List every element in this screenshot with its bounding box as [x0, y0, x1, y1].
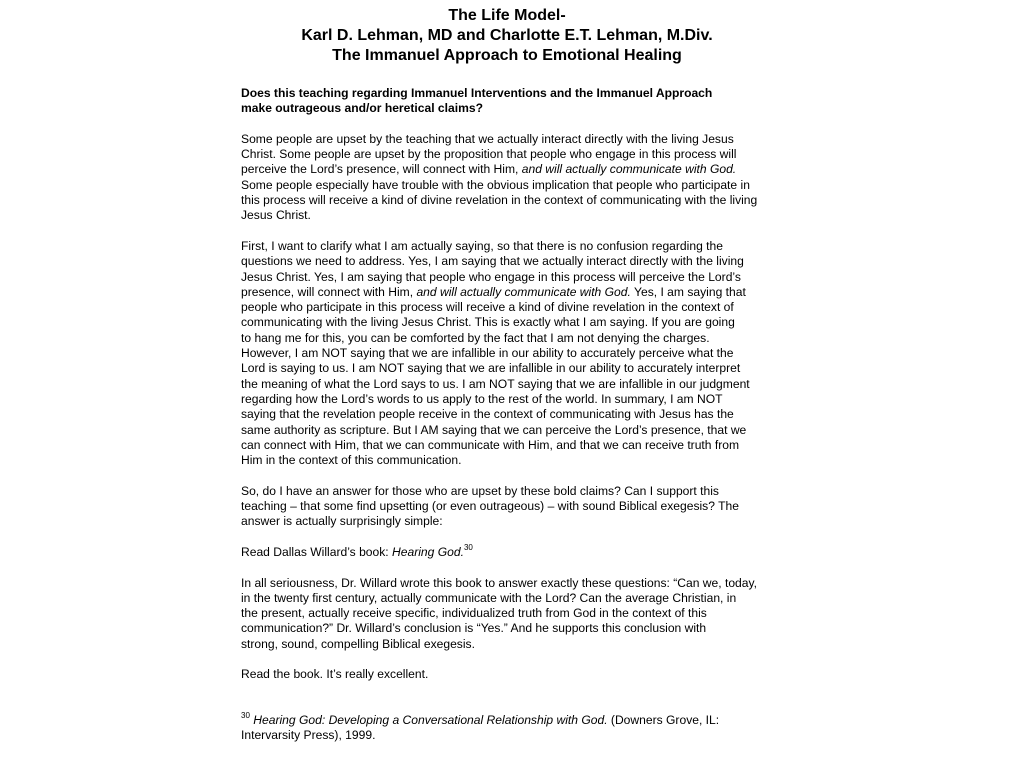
text-line: saying that the revelation people receive in the context of communicating with Jesus has the — [241, 407, 734, 422]
paragraph-1 — [241, 132, 793, 224]
footnote-line: Intervarsity Press), 1999. — [241, 728, 376, 743]
text-line: questions we need to address. Yes, I am saying that we actually interact directly with the living — [241, 254, 744, 269]
paragraph-3 — [241, 484, 793, 530]
text-line: answer is actually surprisingly simple: — [241, 514, 443, 529]
text-line — [241, 285, 793, 300]
italic-emphasis: and will actually communicate with God. — [521, 162, 737, 177]
text-span: perceive the Lord’s presence, will connect with Him, — [241, 162, 522, 177]
text-span: Yes, I am saying that — [630, 284, 746, 299]
text-line: in the twenty first century, actually communicate with the Lord? Can the average Christian, in — [241, 590, 737, 605]
question-heading-line-1: Does this teaching regarding Immanuel Interventions and the Immanuel Approach — [241, 86, 713, 100]
text-line: can connect with Him, that we can communicate with Him, and that we can receive truth from — [241, 437, 740, 452]
text-line: Some people especially have trouble with the obvious implication that people who participate in — [241, 177, 750, 192]
text-line: this process will receive a kind of divine revelation in the context of communicating with the living — [241, 193, 758, 208]
text-line — [241, 542, 793, 560]
footnote-book-title: Hearing God: Developing a Conversational Relationship with God. — [253, 713, 608, 728]
text-line: Read the book. It’s really excellent. — [241, 667, 429, 682]
paragraph-5 — [241, 576, 793, 652]
footnote-reference: 30 — [463, 542, 473, 552]
question-heading-line-2: make outrageous and/or heretical claims? — [241, 101, 483, 116]
text-line: the present, actually receive specific, individualized truth from God in the context of this — [241, 606, 707, 621]
text-line — [241, 162, 793, 177]
title-line-3: The Immanuel Approach to Emotional Healing — [332, 47, 682, 64]
text-line: strong, sound, compelling Biblical exegesis. — [241, 636, 475, 651]
book-title: Hearing God. — [392, 544, 464, 559]
footnote — [241, 713, 793, 744]
text-line: In all seriousness, Dr. Willard wrote this book to answer exactly these questions: “Can we, today, — [241, 575, 758, 590]
text-line: So, do I have an answer for those who are upset by these bold claims? Can I support this — [241, 483, 719, 498]
text-line: Christ. Some people are upset by the proposition that people who engage in this process will — [241, 147, 737, 162]
footnote-line — [241, 713, 793, 728]
text-line: Jesus Christ. Yes, I am saying that people who engage in this process will perceive the Lord’s — [241, 269, 741, 284]
text-span: presence, will connect with Him, — [241, 284, 417, 299]
italic-emphasis: and will actually communicate with God. — [416, 284, 631, 299]
text-line: same authority as scripture. But I AM saying that we can perceive the Lord’s presence, that we — [241, 422, 747, 437]
text-line: the meaning of what the Lord says to us. I am NOT saying that we are infallible in our judgment — [241, 376, 750, 391]
text-line: regarding how the Lord’s words to us apply to the rest of the world. In summary, I am NOT — [241, 391, 723, 406]
text-line: communicating with the living Jesus Christ. This is exactly what I am saying. If you are going — [241, 315, 735, 330]
text-line: people who participate in this process will receive a kind of divine revelation in the context of — [241, 300, 734, 315]
paragraph-2 — [241, 239, 793, 468]
text-span: (Downers Grove, IL: — [607, 713, 720, 728]
text-line: However, I am NOT saying that we are infallible in our ability to accurately perceive what the — [241, 346, 734, 361]
text-span: Read Dallas Willard’s book: — [241, 544, 393, 559]
document-body — [241, 86, 793, 744]
text-line: to hang me for this, you can be comforted by the fact that I am not denying the charges. — [241, 330, 710, 345]
text-line: Lord is saying to us. I am NOT saying that we are infallible in our ability to accurately interpret — [241, 361, 741, 376]
text-line: Jesus Christ. — [241, 208, 311, 223]
text-line: Him in the context of this communication. — [241, 453, 462, 468]
paragraph-4 — [241, 542, 793, 560]
title-line-2: Karl D. Lehman, MD and Charlotte E.T. Lehman, M.Div. — [301, 27, 713, 44]
title-line-1: The Life Model- — [448, 7, 566, 24]
text-line: communication?” Dr. Willard’s conclusion is “Yes.” And he supports this conclusion with — [241, 621, 707, 636]
text-line: First, I want to clarify what I am actually saying, so that there is no confusion regarding the — [241, 238, 723, 253]
document-title — [0, 6, 1014, 66]
footnote-number: 30 — [241, 711, 250, 721]
paragraph-6 — [241, 667, 793, 682]
text-line: Some people are upset by the teaching that we actually interact directly with the living Jesus — [241, 131, 734, 146]
text-line: teaching – that some find upsetting (or even outrageous) – with sound Biblical exegesis? The — [241, 499, 739, 514]
